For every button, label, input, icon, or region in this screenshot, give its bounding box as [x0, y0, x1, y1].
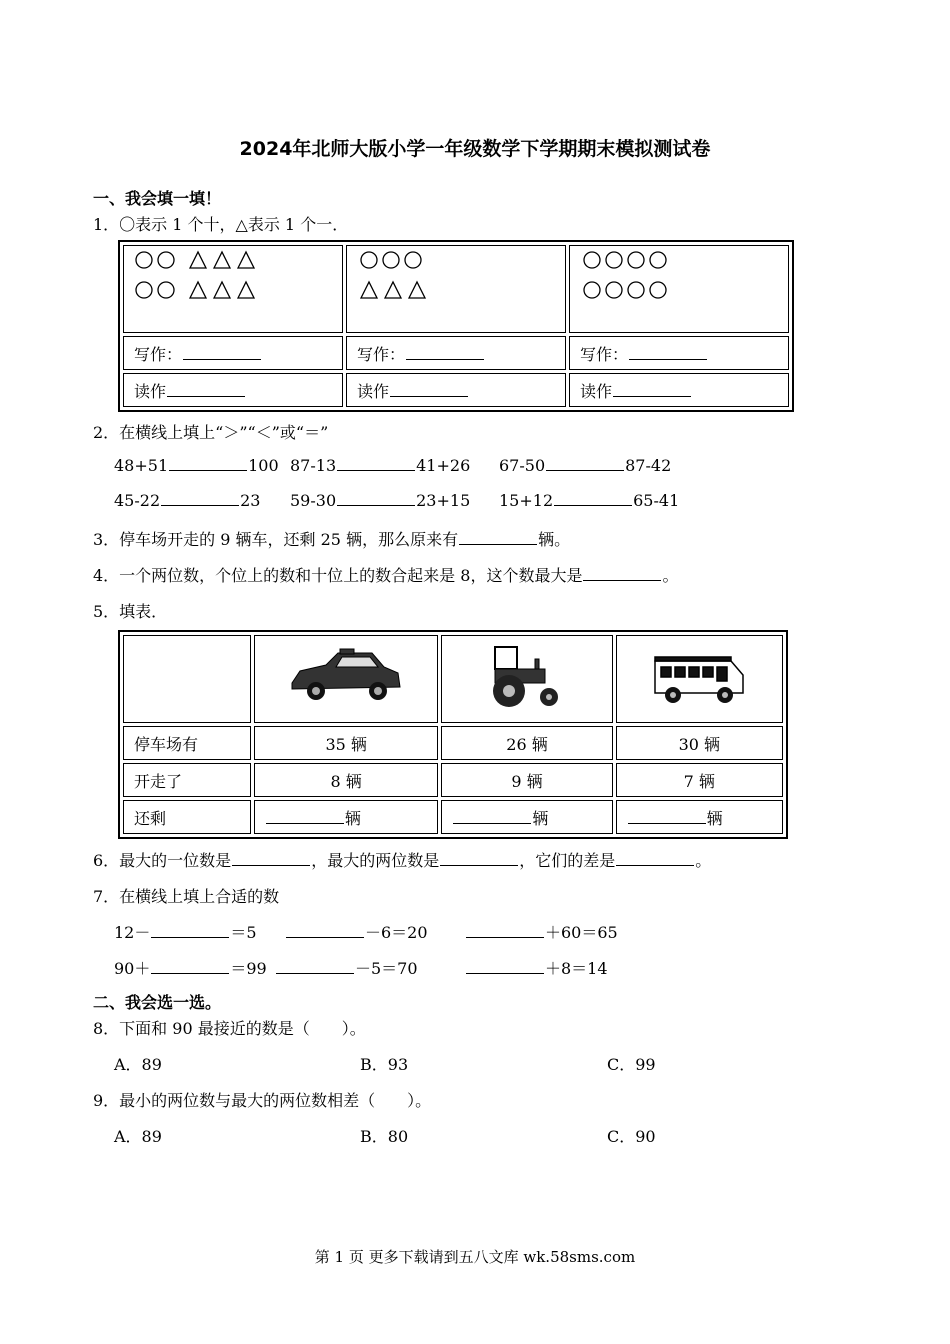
q1-cell-2	[346, 245, 566, 333]
q5-header-car	[254, 635, 438, 723]
q2-row-1c: 67-50 87-42	[499, 456, 672, 475]
q1-write-cell[interactable]: 写作：	[123, 336, 343, 370]
answer-blank[interactable]	[406, 345, 484, 360]
answer-blank[interactable]	[286, 923, 364, 938]
answer-blank[interactable]	[276, 959, 354, 974]
tractor-icon	[487, 641, 567, 713]
q8-option-a[interactable]: A．89	[114, 1055, 162, 1074]
q7-eq-4: 90＋ ＝99	[114, 959, 267, 978]
answer-blank[interactable]	[151, 923, 229, 938]
answer-blank[interactable]	[169, 456, 247, 471]
car-icon	[286, 645, 406, 709]
q7-eq-3: ＋60＝65	[465, 920, 618, 943]
page-title: 2024年北师大版小学一年级数学下学期期末模拟测试卷	[239, 138, 711, 160]
q8-text: 8．下面和 90 最接近的数是（ ）。	[93, 1019, 366, 1038]
q7-eq-5: －5＝70	[275, 956, 418, 979]
q2-row-2: 45-22 23	[114, 491, 261, 510]
q9-option-b[interactable]: B．80	[360, 1127, 409, 1146]
left-car: 8 辆	[254, 763, 438, 797]
q9-option-a[interactable]: A．89	[114, 1127, 162, 1146]
left-bus: 7 辆	[616, 763, 783, 797]
answer-blank[interactable]	[151, 959, 229, 974]
remaining-car[interactable]: 辆	[254, 800, 438, 834]
answer-blank[interactable]	[546, 456, 624, 471]
answer-blank[interactable]	[337, 456, 415, 471]
q1-read-cell[interactable]: 读作	[346, 373, 566, 407]
q1-table	[118, 240, 794, 412]
section-1-heading: 一、我会填一填！	[93, 189, 222, 208]
q9-text: 9．最小的两位数与最大的两位数相差（ ）。	[93, 1091, 432, 1110]
bus-icon	[651, 647, 747, 707]
answer-blank[interactable]	[453, 809, 531, 824]
q8-option-c[interactable]: C．99	[607, 1055, 656, 1074]
q3-text: 3．停车场开走的 9 辆车，还剩 25 辆，那么原来有 辆。	[93, 530, 571, 549]
page-footer: 第 1 页 更多下载请到五八文库 wk.58sms.com	[314, 1248, 636, 1266]
q1-write-cell[interactable]: 写作：	[569, 336, 789, 370]
q7-eq-1: 12－ ＝5	[114, 923, 257, 942]
q7-eq-2: －6＝20	[285, 920, 428, 943]
q5-header-tractor	[441, 635, 612, 723]
tens-ones-shapes-2	[357, 246, 487, 306]
tens-ones-shapes-1	[134, 246, 264, 306]
q2-text: 2．在横线上填上“＞”“＜”或“＝”	[93, 423, 329, 442]
q1-cell-1	[123, 245, 343, 333]
q7-eq-6: ＋8＝14	[465, 956, 608, 979]
answer-blank[interactable]	[613, 382, 691, 397]
q7-text: 7．在横线上填上合适的数	[93, 887, 280, 906]
parked-car: 35 辆	[254, 726, 438, 760]
answer-blank[interactable]	[616, 851, 694, 866]
q1-cell-3	[569, 245, 789, 333]
q1-read-cell[interactable]: 读作	[569, 373, 789, 407]
tens-ones-shapes-3	[580, 246, 710, 306]
q5-header-empty	[123, 635, 251, 723]
q8-option-b[interactable]: B．93	[360, 1055, 409, 1074]
answer-blank[interactable]	[161, 491, 239, 506]
answer-blank[interactable]	[629, 345, 707, 360]
parked-tractor: 26 辆	[441, 726, 612, 760]
answer-blank[interactable]	[390, 382, 468, 397]
q1-read-cell[interactable]: 读作	[123, 373, 343, 407]
q1-write-cell[interactable]: 写作：	[346, 336, 566, 370]
row-label-parked: 停车场有	[123, 726, 251, 760]
parked-bus: 30 辆	[616, 726, 783, 760]
q6-text: 6．最大的一位数是 ，最大的两位数是 ，它们的差是 。	[93, 851, 712, 870]
answer-blank[interactable]	[183, 345, 261, 360]
remaining-tractor[interactable]: 辆	[441, 800, 612, 834]
answer-blank[interactable]	[337, 491, 415, 506]
row-label-remaining: 还剩	[123, 800, 251, 834]
row-label-left: 开走了	[123, 763, 251, 797]
answer-blank[interactable]	[466, 923, 544, 938]
remaining-bus[interactable]: 辆	[616, 800, 783, 834]
q9-option-c[interactable]: C．90	[607, 1127, 656, 1146]
left-tractor: 9 辆	[441, 763, 612, 797]
q2-row-2c: 15+12 65-41	[499, 491, 680, 510]
q4-text: 4．一个两位数，个位上的数和十位上的数合起来是 8，这个数最大是 。	[93, 566, 679, 585]
q5-table	[118, 630, 788, 839]
q2-row-1b: 87-13 41+26	[290, 456, 471, 475]
answer-blank[interactable]	[466, 959, 544, 974]
q5-header-bus	[616, 635, 783, 723]
q2-row-2b: 59-30 23+15	[290, 491, 471, 510]
answer-blank[interactable]	[440, 851, 518, 866]
answer-blank[interactable]	[554, 491, 632, 506]
section-2-heading: 二、我会选一选。	[93, 993, 222, 1012]
answer-blank[interactable]	[583, 566, 661, 581]
q5-text: 5．填表．	[93, 602, 168, 621]
answer-blank[interactable]	[232, 851, 310, 866]
answer-blank[interactable]	[167, 382, 245, 397]
answer-blank[interactable]	[459, 530, 537, 545]
answer-blank[interactable]	[266, 809, 344, 824]
q2-row-1: 48+51 100	[114, 456, 279, 475]
q1-text: 1．〇表示 1 个十，△表示 1 个一．	[93, 215, 349, 234]
answer-blank[interactable]	[628, 809, 706, 824]
